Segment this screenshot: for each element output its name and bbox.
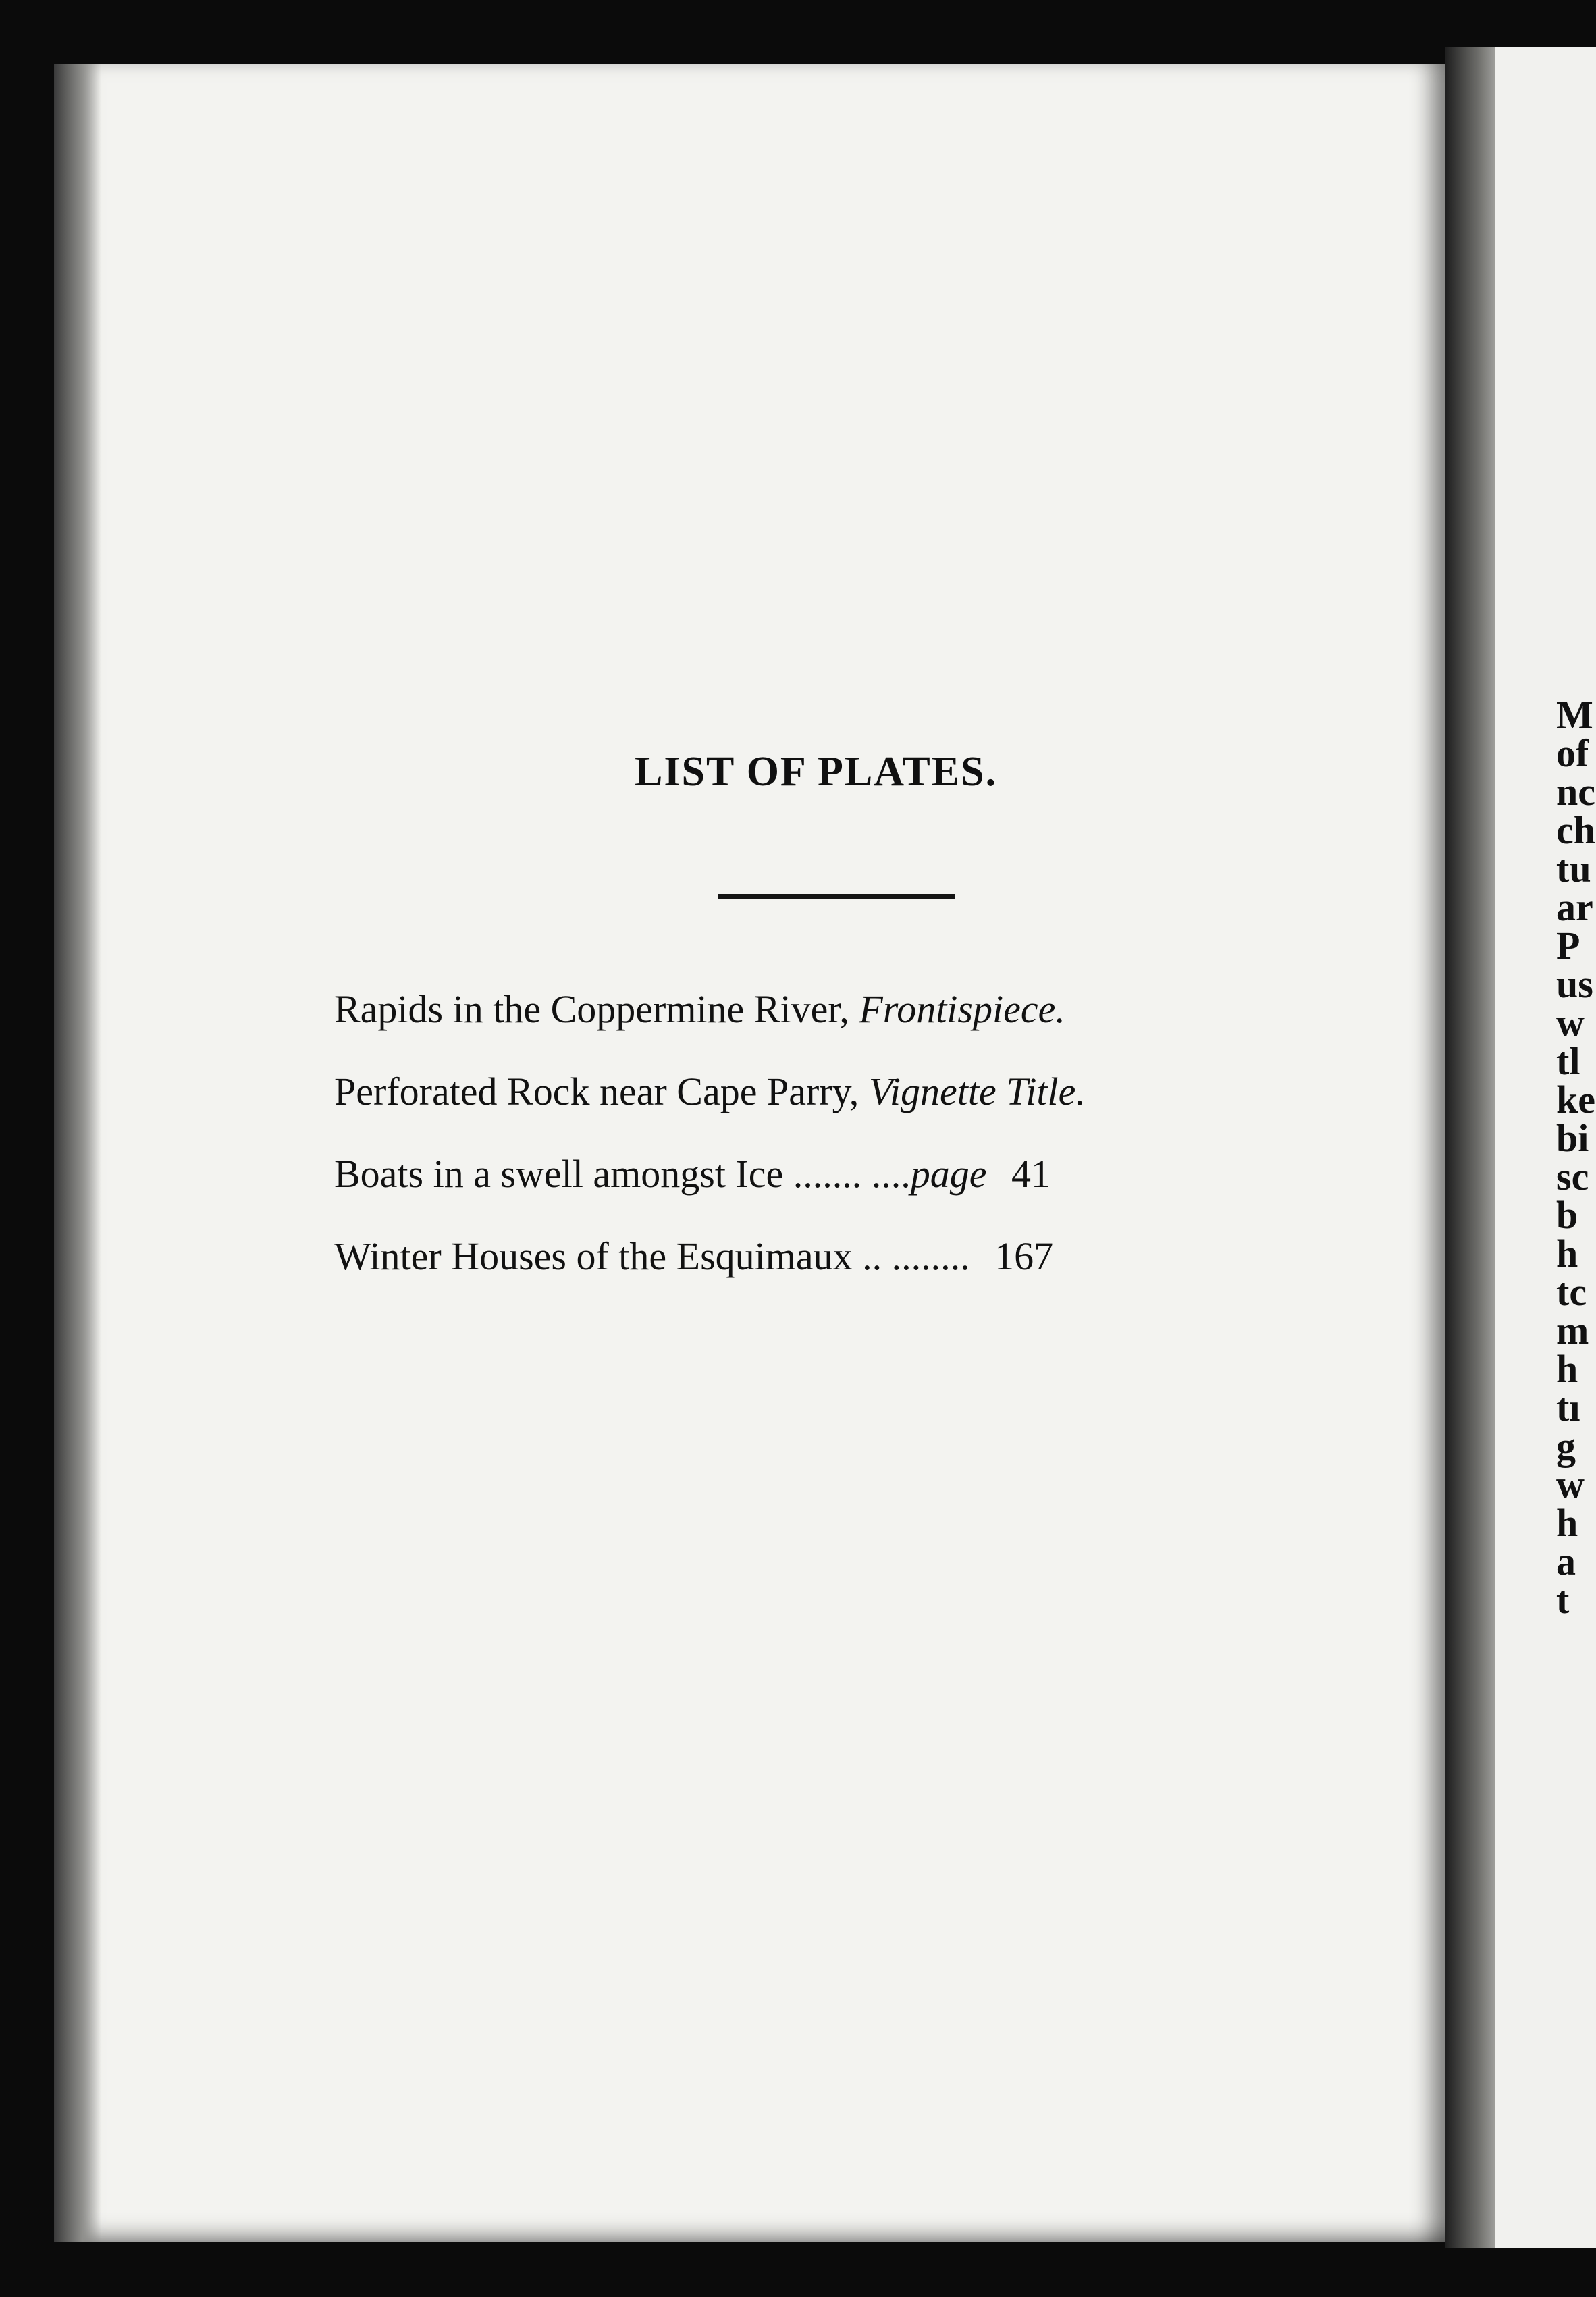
plate-entry — [334, 989, 1387, 1030]
plate-name: Boats in a swell amongst Ice — [334, 1152, 784, 1196]
plates-list — [334, 989, 1387, 1319]
plate-location: Vignette Title. — [868, 1070, 1086, 1113]
plate-entry — [334, 1236, 1387, 1277]
plate-name: Perforated Rock near Cape Parry, — [334, 1070, 859, 1113]
plate-entry — [334, 1154, 1387, 1194]
plate-entry — [334, 1072, 1387, 1112]
page-number: 167 — [994, 1234, 1054, 1278]
page-title: LIST OF PLATES. — [635, 749, 998, 795]
dot-leader: ....... .... — [793, 1152, 911, 1196]
plate-name: Rapids in the Coppermine River, — [334, 987, 849, 1031]
plate-name: Winter Houses of the Esquimaux — [334, 1234, 853, 1278]
page-number: 41 — [1011, 1152, 1050, 1196]
dot-leader: .. ........ — [862, 1234, 970, 1278]
page-label: page — [910, 1152, 987, 1196]
title-rule — [718, 894, 955, 899]
plate-location: Frontispiece. — [859, 987, 1065, 1031]
facing-page-text: M of nc ch tu ar P us w tl ke bi sc b h tc m h tı g w h a t — [1556, 695, 1595, 1619]
